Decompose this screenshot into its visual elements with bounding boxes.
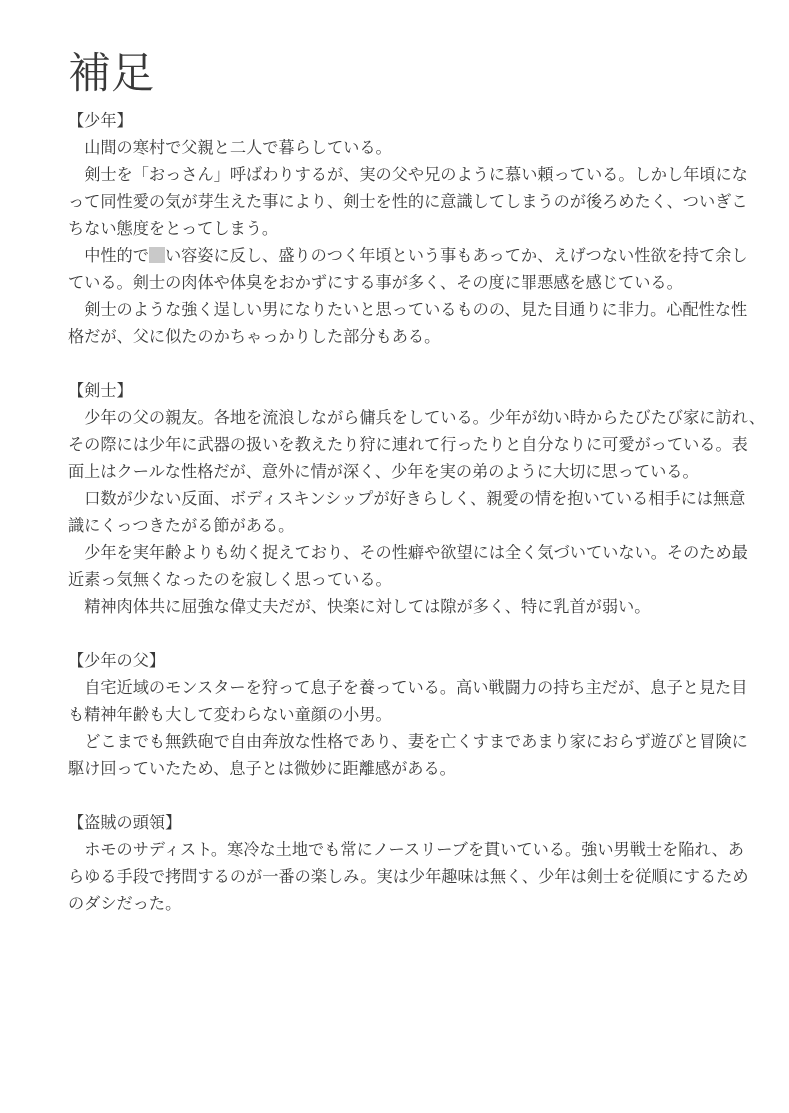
text-line: どこまでも無鉄砲で自由奔放な性格であり、妻を亡くすまであまり家におらず遊びと冒険に — [84, 733, 748, 751]
section-heading: 【盗賊の頭領】 — [68, 814, 182, 832]
text-line: ちない態度をとってしまう。 — [68, 220, 279, 238]
paragraph — [68, 837, 789, 918]
section-heading: 【剣士】 — [68, 382, 133, 400]
text-line: ホモのサディスト。寒冷な土地でも常にノースリーブを貫いている。強い男戦士を陥れ、あ — [84, 841, 744, 859]
page-title: 補足 — [68, 50, 154, 98]
paragraph — [68, 297, 789, 351]
text-line: 精神肉体共に屈強な偉丈夫だが、快楽に対しては隙が多く、特に乳首が弱い。 — [84, 598, 651, 616]
text-line: 面上はクールな性格だが、意外に情が深く、少年を実の弟のように大切に思っている。 — [68, 463, 699, 481]
text-line: 口数が少ない反面、ボディスキンシップが好きらしく、親愛の情を抱いている相手には無意 — [84, 490, 746, 508]
paragraph — [68, 162, 789, 243]
paragraph — [68, 135, 789, 162]
text-line: 少年の父の親友。各地を流浪しながら傭兵をしている。少年が幼い時からたびたび家に訪れ、 — [84, 409, 766, 427]
redaction-box — [149, 247, 165, 263]
text-line: 近素っ気無くなったのを寂しく思っている。 — [68, 571, 392, 589]
text-line: ている。剣士の肉体や体臭をおかずにする事が多く、その度に罪悪感を感じている。 — [68, 274, 683, 292]
paragraph — [68, 675, 789, 729]
text-line: 駆け回っていたため、息子とは微妙に距離感がある。 — [68, 760, 456, 778]
text-line: 格だが、父に似たのかちゃっかりした部分もある。 — [68, 328, 441, 346]
text-line: 剣士を「おっさん」呼ばわりするが、実の父や兄のように慕い頼っている。しかし年頃にな — [84, 166, 748, 184]
paragraph — [68, 486, 789, 540]
section-bandit-leader — [68, 810, 789, 918]
paragraph — [68, 540, 789, 594]
text-line: って同性愛の気が芽生えた事により、剣士を性的に意識してしまうのが後ろめたく、ついぎこ — [68, 193, 748, 211]
paragraph — [68, 729, 789, 783]
section-swordsman — [68, 378, 789, 621]
text-line: 自宅近域のモンスターを狩って息子を養っている。高い戦闘力の持ち主だが、息子と見た目 — [84, 679, 748, 697]
text-line: 山間の寒村で父親と二人で暮らしている。 — [84, 139, 392, 157]
paragraph — [68, 594, 789, 621]
redacted-line-after: い容姿に反し、盛りのつく年頃という事もあってか、えげつない性欲を持て余し — [164, 247, 748, 265]
section-heading: 【少年の父】 — [68, 652, 166, 670]
text-line: 識にくっつきたがる節がある。 — [68, 517, 295, 535]
section-boy — [68, 108, 789, 351]
text-line: その際には少年に武器の扱いを教えたり狩に連れて行ったりと自分なりに可愛がっている。表 — [68, 436, 748, 454]
section-heading: 【少年】 — [68, 112, 133, 130]
redacted-line-before: 中性的で — [84, 247, 149, 265]
redacted-text-line — [68, 243, 789, 270]
text-line: 少年を実年齢よりも幼く捉えており、その性癖や欲望には全く気づいていない。そのため最 — [84, 544, 748, 562]
paragraph — [68, 405, 789, 486]
text-line: のダシだった。 — [68, 895, 182, 913]
text-line: も精神年齢も大して変わらない童顔の小男。 — [68, 706, 392, 724]
section-boys-father — [68, 648, 789, 783]
text-line: らゆる手段で拷問するのが一番の楽しみ。実は少年趣味は無く、少年は剣士を従順にするため — [68, 868, 749, 886]
paragraph — [68, 243, 789, 297]
text-line: 剣士のような強く逞しい男になりたいと思っているものの、見た目通りに非力。心配性な性 — [84, 301, 748, 319]
